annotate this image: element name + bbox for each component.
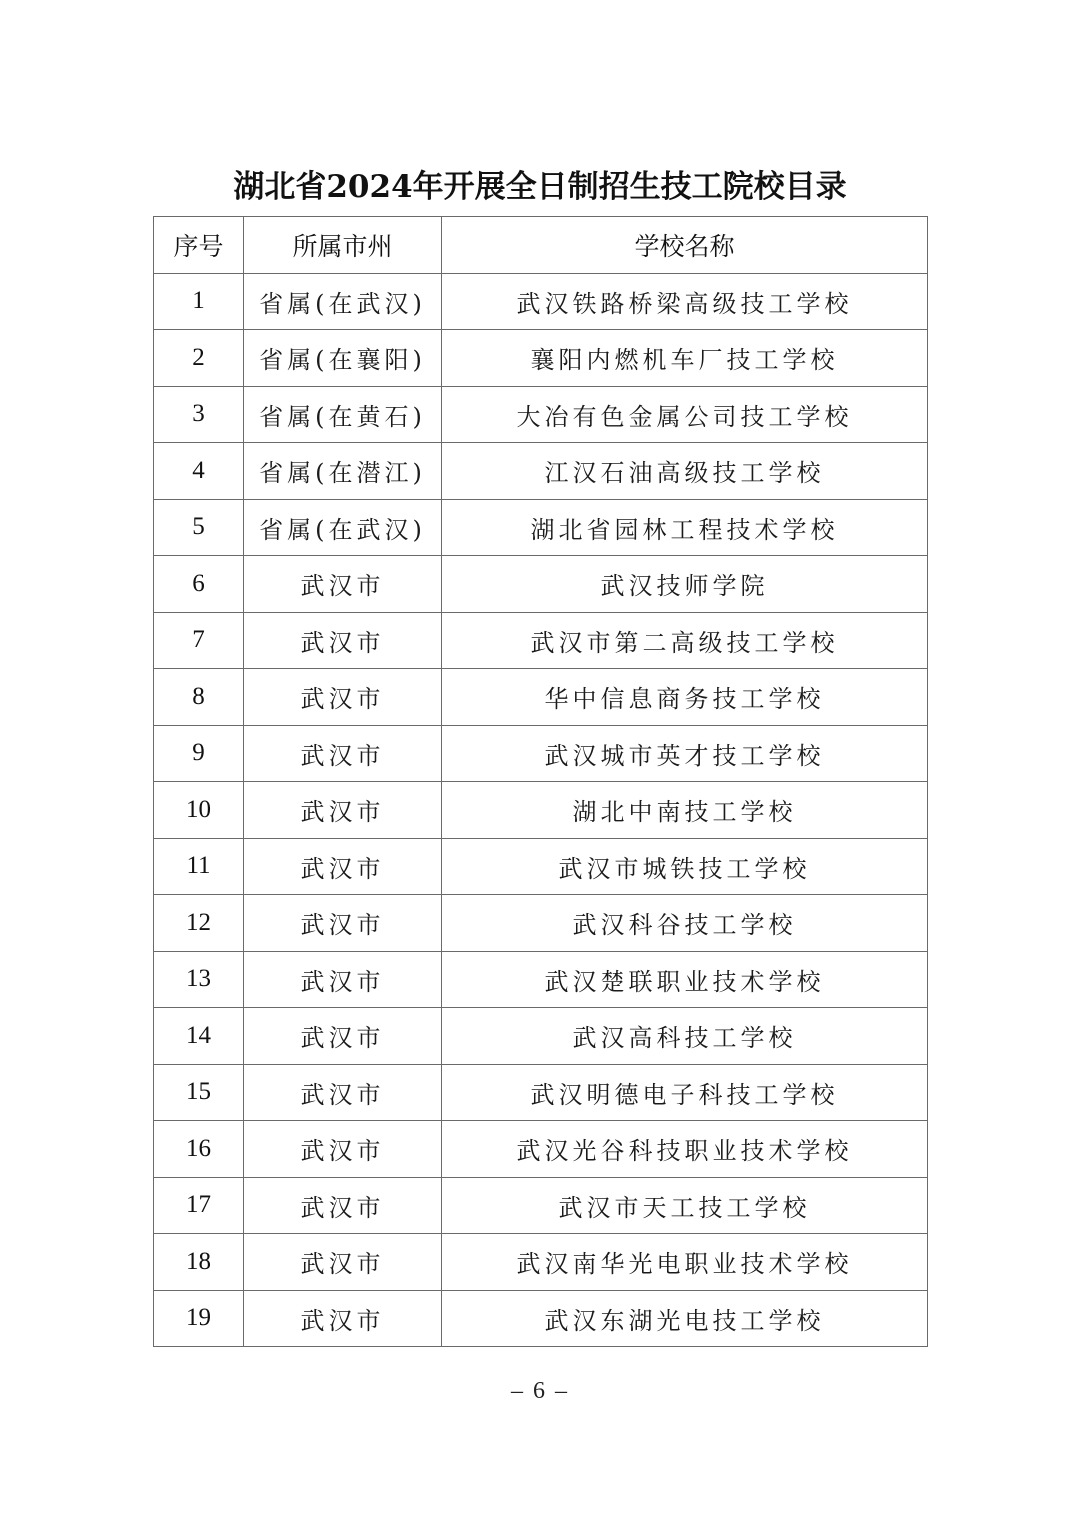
row-school: 武汉南华光电职业技术学校	[442, 1234, 928, 1291]
table-row	[154, 1290, 928, 1347]
row-school: 武汉高科技工学校	[442, 1008, 928, 1065]
row-seq: 19	[154, 1290, 244, 1347]
row-seq: 1	[154, 273, 244, 330]
row-city: 武汉市	[244, 951, 442, 1008]
table-row	[154, 895, 928, 952]
row-city: 武汉市	[244, 895, 442, 952]
row-city: 武汉市	[244, 1121, 442, 1178]
row-seq: 13	[154, 951, 244, 1008]
row-seq: 18	[154, 1234, 244, 1291]
row-city: 武汉市	[244, 1177, 442, 1234]
row-city: 武汉市	[244, 725, 442, 782]
row-city: 武汉市	[244, 1008, 442, 1065]
row-school: 武汉技师学院	[442, 556, 928, 613]
row-seq: 4	[154, 443, 244, 500]
row-city: 武汉市	[244, 1064, 442, 1121]
row-city: 省属(在武汉)	[244, 499, 442, 556]
row-city: 武汉市	[244, 556, 442, 613]
row-school: 襄阳内燃机车厂技工学校	[442, 330, 928, 387]
row-school: 武汉市天工技工学校	[442, 1177, 928, 1234]
row-school: 湖北省园林工程技术学校	[442, 499, 928, 556]
school-catalog-table	[153, 216, 928, 1347]
row-city: 省属(在武汉)	[244, 273, 442, 330]
row-seq: 15	[154, 1064, 244, 1121]
row-seq: 6	[154, 556, 244, 613]
row-city: 省属(在黄石)	[244, 386, 442, 443]
table-row	[154, 725, 928, 782]
row-city: 武汉市	[244, 669, 442, 726]
row-seq: 12	[154, 895, 244, 952]
header-school: 学校名称	[442, 217, 928, 274]
row-city: 武汉市	[244, 1234, 442, 1291]
table-row	[154, 782, 928, 839]
row-city: 武汉市	[244, 838, 442, 895]
row-school: 大冶有色金属公司技工学校	[442, 386, 928, 443]
table-row	[154, 1064, 928, 1121]
row-school: 武汉铁路桥梁高级技工学校	[442, 273, 928, 330]
document-title: 湖北省2024年开展全日制招生技工院校目录	[233, 169, 847, 205]
table-row	[154, 1177, 928, 1234]
table-row	[154, 556, 928, 613]
table-row	[154, 612, 928, 669]
page-number: – 6 –	[511, 1378, 569, 1404]
table-row	[154, 1234, 928, 1291]
row-school: 武汉楚联职业技术学校	[442, 951, 928, 1008]
row-seq: 5	[154, 499, 244, 556]
table-row	[154, 1121, 928, 1178]
table-row	[154, 838, 928, 895]
table-row	[154, 330, 928, 387]
row-school: 华中信息商务技工学校	[442, 669, 928, 726]
table-row	[154, 669, 928, 726]
row-city: 武汉市	[244, 782, 442, 839]
row-school: 武汉东湖光电技工学校	[442, 1290, 928, 1347]
table-row	[154, 443, 928, 500]
row-school: 湖北中南技工学校	[442, 782, 928, 839]
table-row	[154, 273, 928, 330]
row-city: 省属(在襄阳)	[244, 330, 442, 387]
row-city: 武汉市	[244, 612, 442, 669]
row-school: 武汉市城铁技工学校	[442, 838, 928, 895]
row-city: 武汉市	[244, 1290, 442, 1347]
table-row	[154, 951, 928, 1008]
row-seq: 3	[154, 386, 244, 443]
table-row	[154, 1008, 928, 1065]
row-seq: 10	[154, 782, 244, 839]
row-seq: 8	[154, 669, 244, 726]
row-seq: 17	[154, 1177, 244, 1234]
row-seq: 9	[154, 725, 244, 782]
row-school: 武汉光谷科技职业技术学校	[442, 1121, 928, 1178]
row-seq: 11	[154, 838, 244, 895]
table-row	[154, 386, 928, 443]
row-school: 武汉科谷技工学校	[442, 895, 928, 952]
table-header-row	[154, 217, 928, 274]
header-city: 所属市州	[244, 217, 442, 274]
row-school: 江汉石油高级技工学校	[442, 443, 928, 500]
row-seq: 14	[154, 1008, 244, 1065]
table-row	[154, 499, 928, 556]
header-seq: 序号	[154, 217, 244, 274]
row-school: 武汉城市英才技工学校	[442, 725, 928, 782]
row-city: 省属(在潜江)	[244, 443, 442, 500]
row-seq: 2	[154, 330, 244, 387]
row-seq: 7	[154, 612, 244, 669]
row-seq: 16	[154, 1121, 244, 1178]
row-school: 武汉明德电子科技工学校	[442, 1064, 928, 1121]
row-school: 武汉市第二高级技工学校	[442, 612, 928, 669]
